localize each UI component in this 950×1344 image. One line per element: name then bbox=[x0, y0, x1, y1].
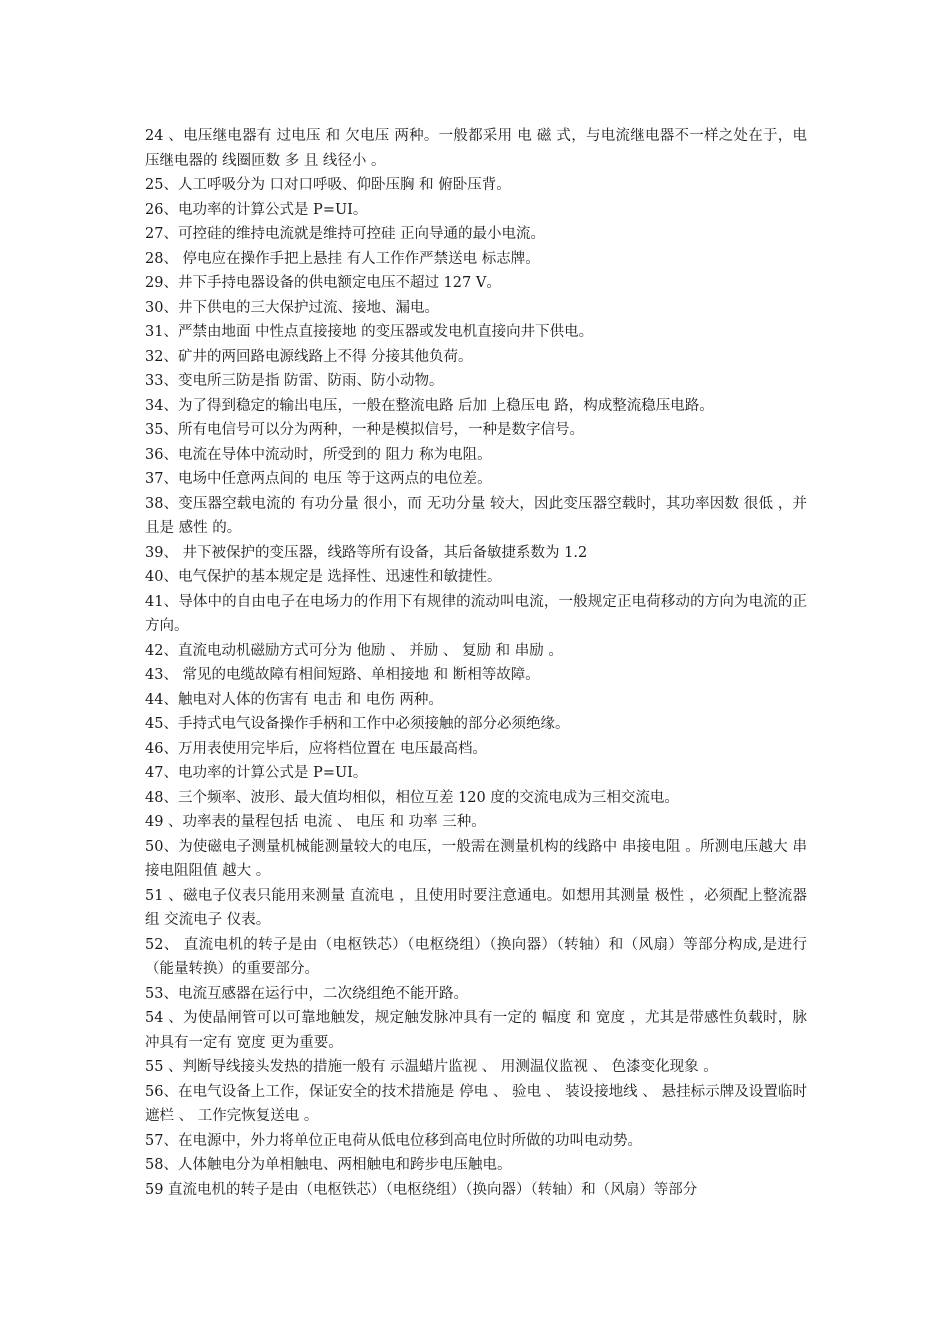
list-item: 57、在电源中，外力将单位正电荷从低电位移到高电位时所做的功叫电动势。 bbox=[145, 1132, 642, 1149]
list-item: 33、变电所三防是指 防雷、防雨、防小动物。 bbox=[145, 373, 444, 389]
list-item: 29、井下手持电器设备的供电额定电压不超过 127 V。 bbox=[145, 275, 501, 291]
list-item: 58、人体触电分为单相触电、两相触电和跨步电压触电。 bbox=[145, 1157, 512, 1173]
list-item: 34、为了得到稳定的输出电压，一般在整流电路 后加 上稳压电 路，构成整流稳压电路。 bbox=[145, 397, 714, 414]
list-item: 48、三个频率、波形、最大值均相似，相位互差 120 度的交流电成为三相交流电。 bbox=[145, 789, 679, 806]
list-item: 47、电功率的计算公式是 P=UI。 bbox=[145, 765, 368, 781]
list-item: 37、电场中任意两点间的 电压 等于这两点的电位差。 bbox=[145, 471, 492, 487]
list-item: 36、电流在导体中流动时，所受到的 阻力 称为电阻。 bbox=[145, 446, 492, 463]
list-item: 25、人工呼吸分为 口对口呼吸、仰卧压胸 和 俯卧压背。 bbox=[145, 177, 511, 193]
list-item: 27、可控硅的维持电流就是维持可控硅 正向导通的最小电流。 bbox=[145, 226, 546, 242]
list-item: 43、 常见的电缆故障有相间短路、单相接地 和 断相等故障。 bbox=[145, 667, 540, 683]
list-item: 44、触电对人体的伤害有 电击 和 电伤 两种。 bbox=[145, 691, 443, 708]
list-item: 42、直流电动机磁励方式可分为 他励 、 并励 、 复励 和 串励 。 bbox=[145, 642, 563, 659]
list-item: 56、在电气设备上工作，保证安全的技术措施是 停电 、 验电 、 装设接地线 、 悬挂标示牌及设置临时遮栏 、 工作完恢复送电 。 bbox=[145, 1083, 807, 1124]
list-item: 26、电功率的计算公式是 P=UI。 bbox=[145, 201, 368, 218]
list-item: 24 、电压继电器有 过电压 和 欠电压 两种。一般都采用 电 磁 式，与电流继电器不一样之处在于，电压继电器的 线圈匝数 多 且 线径小 。 bbox=[145, 128, 807, 169]
list-item: 39、 井下被保护的变压器，线路等所有设备，其后备敏捷系数为 1.2 bbox=[145, 544, 588, 561]
list-item: 30、井下供电的三大保护过流、接地、漏电。 bbox=[145, 299, 439, 316]
list-item: 49 、功率表的量程包括 电流 、 电压 和 功率 三种。 bbox=[145, 814, 486, 830]
list-item: 50、为使磁电子测量机械能测量较大的电压，一般需在测量机构的线路中 串接电阻 。所测电压越大 串接电阻阻值 越大 。 bbox=[145, 838, 807, 879]
list-item: 53、电流互感器在运行中，二次绕组绝不能开路。 bbox=[145, 985, 468, 1002]
list-item: 35、所有电信号可以分为两种，一种是模拟信号，一种是数字信号。 bbox=[145, 422, 584, 438]
list-item: 28、 停电应在操作手把上悬挂 有人工作作严禁送电 标志牌。 bbox=[145, 250, 540, 267]
list-item: 54 、为使晶闸管可以可靠地触发，规定触发脉冲具有一定的 幅度 和 宽度 ，尤其是带感性负载时，脉冲具有一定有 宽度 更为重要。 bbox=[145, 1010, 807, 1051]
list-item: 45、手持式电气设备操作手柄和工作中必须接触的部分必须绝缘。 bbox=[145, 716, 570, 732]
list-item: 55 、判断导线接头发热的措施一般有 示温蜡片监视 、 用测温仪监视 、 色漆变化现象 。 bbox=[145, 1059, 718, 1075]
list-item: 40、电气保护的基本规定是 选择性、迅速性和敏捷性。 bbox=[145, 569, 502, 585]
list-item: 38、变压器空载电流的 有功分量 很小，而 无功分量 较大，因此变压器空载时，其功率因数 很低 ，并且是 感性 的。 bbox=[145, 495, 807, 536]
document-body bbox=[145, 124, 807, 1202]
list-item: 51 、磁电子仪表只能用来测量 直流电 ，且使用时要注意通电。如想用其测量 极性 ，必须配上整流器组 交流电子 仪表。 bbox=[145, 887, 807, 928]
list-item: 52、 直流电机的转子是由（电枢铁芯）（电枢绕组）（换向器）（转轴）和（风扇）等部分构成,是进行 （能量转换）的重要部分。 bbox=[145, 936, 807, 977]
list-item: 32、矿井的两回路电源线路上不得 分接其他负荷。 bbox=[145, 348, 473, 365]
list-item: 41、导体中的自由电子在电场力的作用下有规律的流动叫电流，一般规定正电荷移动的方向为电流的正方向。 bbox=[145, 593, 807, 634]
list-item: 31、严禁由地面 中性点直接接地 的变压器或发电机直接向井下供电。 bbox=[145, 324, 594, 340]
list-item: 59 直流电机的转子是由（电枢铁芯）（电枢绕组）（换向器）（转轴）和（风扇）等部分 bbox=[145, 1181, 698, 1198]
list-item: 46、万用表使用完毕后，应将档位置在 电压最高档。 bbox=[145, 740, 488, 757]
